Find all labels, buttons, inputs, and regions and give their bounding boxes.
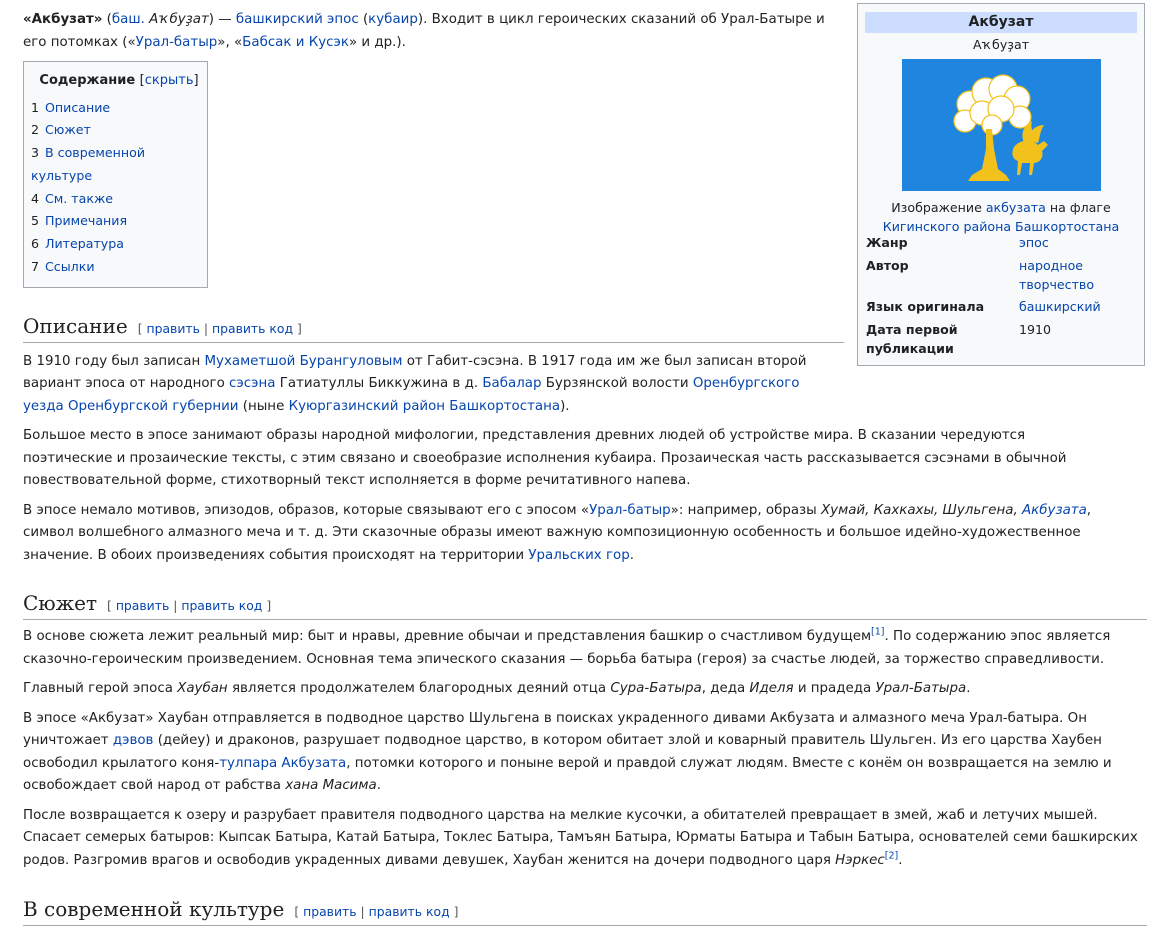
edit-button[interactable]: править <box>115 598 170 614</box>
link-akbuzat[interactable]: Акбузата <box>1022 502 1087 518</box>
edit-code-button[interactable]: править код <box>181 598 263 614</box>
paragraph: В 1910 году был записан Мухаметшой Бурангуловым от Габит-сэсэна. В 1917 года им же был записан второй вариант эпоса от народного сэсэна Гатиатуллы Биккужина в д. Бабалар Бурзянской волости Оренбургского уезда Оренбургской губернии (ныне Куюргазинский район Башкортостана). <box>23 353 807 414</box>
paragraph: Главный герой эпоса Хаубан является продолжателем благородных деяний отца Сура-Батыра, деда Иделя и прадеда Урал-Батыра. <box>23 681 971 697</box>
row-value-link[interactable]: башкирский <box>1019 299 1101 314</box>
section-heading-plot <box>23 590 1147 620</box>
row-label: Дата первой публикации <box>866 322 958 356</box>
link-kuyurgazinsky[interactable]: Куюргазинский район Башкортостана <box>288 398 561 414</box>
toc-item[interactable] <box>31 210 207 233</box>
article-term: «Акбузат» <box>23 12 103 27</box>
toc-link[interactable]: Литература <box>45 236 124 252</box>
intro-paragraph: «Акбузат» (баш. Аҡбуҙат) — башкирский эпос (кубаир). Входит в цикл героических сказаний об Урал-Батыре и его потомках («Урал-батыр», «Бабсак и Кусэк» и др.). <box>23 12 825 50</box>
toc-item[interactable] <box>31 97 207 120</box>
edit-section-links: [ править | править код ] <box>107 598 272 614</box>
toc-number: 5 <box>31 213 40 229</box>
article-content <box>23 0 1147 926</box>
heading-text: В современной культуре <box>23 897 285 922</box>
link-kubair[interactable]: кубаир <box>368 12 418 27</box>
paragraph: После возвращается к озеру и разрубает правителя подводного царства на мелкие кусочки, а обитателей превращает в змей, жаб и летучих мышей. Спасает семерых батыров: Кыпсак Батыра, Катай Батыра, Токлес Батыра, Тамъян Батыра, Юрматы Батыра и Табын Батыра, основателей семи башкирских родов. Разгромив врагов и освободив украденных дивами девушек, Хаубан женится на дочери подводного царя Нэркес[2]. <box>23 807 1138 868</box>
toc-number: 4 <box>31 190 40 206</box>
row-value-link[interactable]: эпос <box>1019 235 1049 250</box>
toc-number: 6 <box>31 236 40 252</box>
toc-header <box>31 70 207 93</box>
edit-button[interactable]: править <box>303 904 357 920</box>
link-tulpar-akbuzat[interactable]: тулпара Акбузата <box>219 755 347 771</box>
caption-text: на флаге <box>1045 200 1111 215</box>
reference-link[interactable]: [2] <box>884 850 899 862</box>
heading-text: Сюжет <box>23 591 98 616</box>
table-of-contents <box>23 61 208 288</box>
section-heading-modern-culture <box>23 896 1147 926</box>
paragraph: В эпосе немало мотивов, эпизодов, образов, которые связывают его с эпосом «Урал-батыр»: например, образы Хумай, Кахкахы, Шульгена, Акбузата, символ волшебного алмазного меча и т. д. Эти сказочные образы имеют важную композиционную особенность и большое идейно-художественное значение. В обоих произведениях события происходят на территории Уральских гор. <box>23 502 1092 563</box>
infobox-title: Акбузат <box>865 12 1137 33</box>
toc-link[interactable]: Ссылки <box>45 259 95 275</box>
toc-link[interactable]: Описание <box>45 99 111 115</box>
paragraph: В основе сюжета лежит реальный мир: быт и нравы, древние обычаи и представления башкир о счастливом будущем[1]. По содержанию эпос является сказочно-героическим произведением. Основная тема эпического сказания — борьба батыра (героя) за счастье людей, за торжество справедливости. <box>23 626 1111 667</box>
toc-number: 1 <box>31 99 40 115</box>
edit-code-button[interactable]: править код <box>212 320 294 336</box>
link-bashkir-epic[interactable]: башкирский эпос <box>235 12 359 27</box>
intro-text: », « <box>217 34 243 50</box>
section-heading-description <box>23 313 844 343</box>
link-ural-batyr[interactable]: Урал-батыр <box>589 502 671 518</box>
link-ural-batyr[interactable]: Урал-батыр <box>135 34 218 50</box>
intro-text: » и др.). <box>348 34 406 50</box>
caption-text: Изображение <box>891 200 986 215</box>
toc-item[interactable] <box>31 119 207 142</box>
link-orenburg-guberniya[interactable]: Оренбургской губернии <box>68 398 239 414</box>
link-lang-abbr[interactable]: баш. <box>111 12 145 27</box>
row-label: Жанр <box>866 235 908 250</box>
toc-item[interactable] <box>31 188 207 211</box>
native-name: Аҡбуҙат <box>149 12 209 27</box>
link-burangulov[interactable]: Мухаметшой Бурангуловым <box>204 353 403 369</box>
reference-link[interactable]: [1] <box>871 626 885 638</box>
toc-title: Содержание <box>39 73 136 88</box>
toc-item[interactable] <box>31 256 207 279</box>
toc-link[interactable]: Примечания <box>45 213 128 229</box>
paragraph: Большое место в эпосе занимают образы народной мифологии, представления древних людей об устройстве мира. В сказании чередуются поэтические и прозаические тексты, с этим связано и своеобразие исполнения кубаира. Прозаическая часть рассказывается сэсэнами в обычной повествовательной форме, стихотворный текст исполняется в форме речитативного напева. <box>23 428 1067 489</box>
toc-link[interactable]: Сюжет <box>45 122 91 138</box>
edit-code-button[interactable]: править код <box>368 904 450 920</box>
toc-hide-button[interactable]: скрыть <box>144 73 194 88</box>
link-ural-mountains[interactable]: Уральских гор <box>528 547 630 563</box>
toc-number: 7 <box>31 259 40 275</box>
caption-link-akbuzat[interactable]: акбузата <box>985 200 1046 215</box>
toc-item[interactable] <box>31 233 207 256</box>
row-label: Автор <box>866 258 909 273</box>
row-value: 1910 <box>1019 322 1052 337</box>
toc-number: 3 <box>31 145 40 161</box>
toc-toggle: [скрыть] <box>139 73 199 88</box>
link-sesen[interactable]: сэсэна <box>229 376 276 392</box>
link-devy[interactable]: дэвов <box>112 733 154 749</box>
toc-number: 2 <box>31 122 40 138</box>
heading-text: Описание <box>23 313 128 338</box>
intro-text: ). Входит в цикл героических сказаний об Урал-Батыре и его потомках (« <box>23 12 825 50</box>
toc-link[interactable]: См. также <box>45 190 114 206</box>
paragraph: В эпосе «Акбузат» Хаубан отправляется в подводное царство Шульгена в поисках украденного дивами Акбузата и алмазного меча Урал-батыра. Он уничтожает дэвов (дейеу) и драконов, разрушает подводное царство, в котором обитает злой и коварный правитель Шульген. Из его царства Хаубен освободил крылатого коня-тулпара Акбузата, потомки которого и поныне верой и правдой служат людям. Вместе с конём он возвращается на землю и освобождает свой народ от рабства хана Масима. <box>23 710 1112 794</box>
link-babsak[interactable]: Бабсак и Кусэк <box>242 34 349 50</box>
row-label: Язык оригинала <box>866 299 985 314</box>
link-babalar[interactable]: Бабалар <box>482 376 542 392</box>
toc-item[interactable] <box>31 142 207 188</box>
infobox-subtitle: Аҡбуҙат <box>972 37 1030 52</box>
row-value-link[interactable]: народное творчество <box>1019 258 1095 292</box>
edit-section-links: [ править | править код ] <box>294 904 459 920</box>
edit-button[interactable]: править <box>146 320 200 336</box>
link-orenburg-uezd[interactable]: Оренбургского уезда <box>23 376 800 414</box>
caption-link-kiginsky[interactable]: Кигинского района Башкортостана <box>882 219 1120 234</box>
toc-link[interactable]: В современной культуре <box>31 145 146 183</box>
edit-section-links: [ править | править код ] <box>137 320 302 336</box>
